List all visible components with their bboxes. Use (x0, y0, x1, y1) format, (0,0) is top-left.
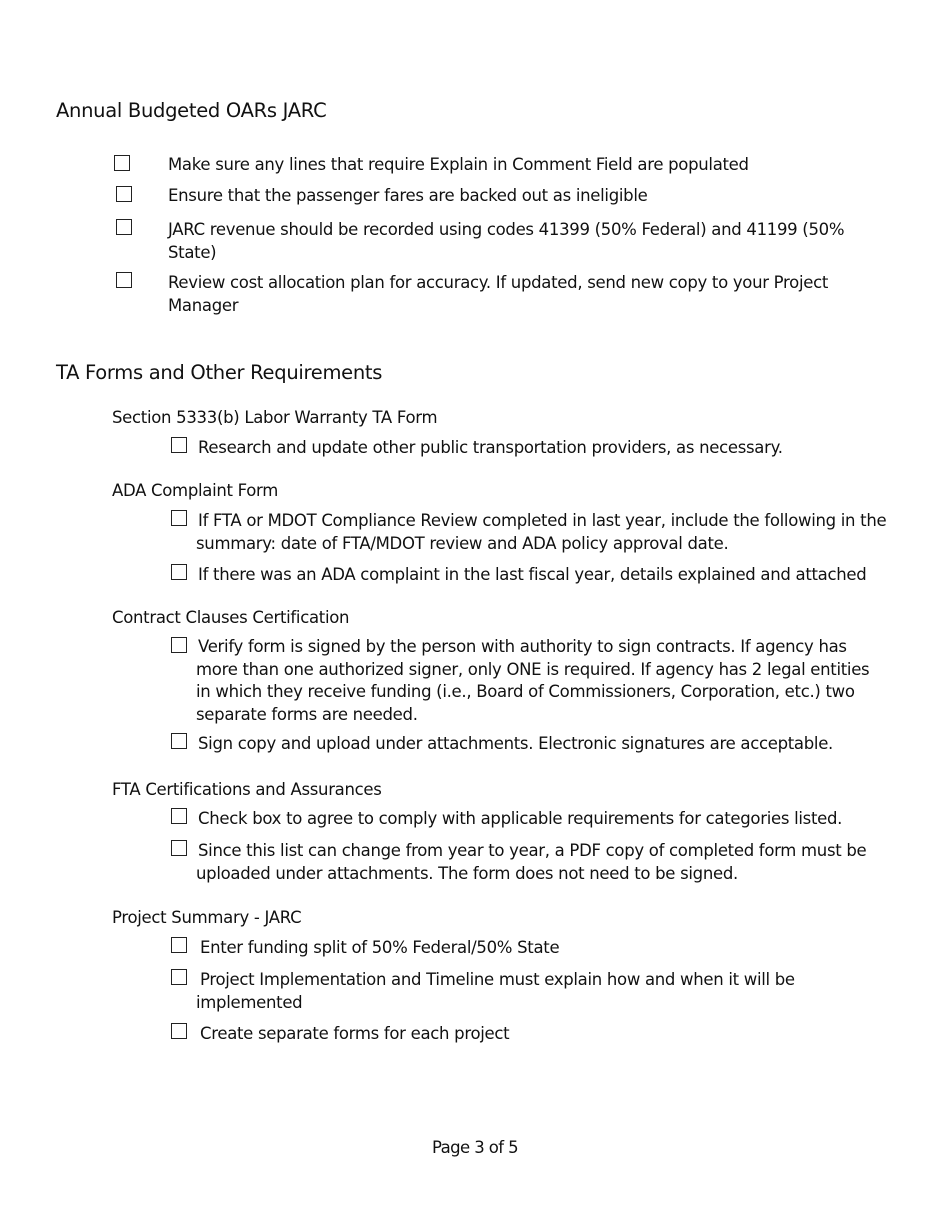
checkbox[interactable] (114, 155, 130, 171)
checklist-item-text: Verify form is signed by the person with authority to sign contracts. If agency has more than one authorized signer, only ONE is required. If agency has 2 legal entities in which they receive funding (i.e., Board of Commissioners, Corporation, etc.) two separate forms are needed. (196, 637, 870, 724)
checklist-item-text: Sign copy and upload under attachments. Electronic signatures are acceptable. (198, 734, 833, 753)
page-number: Page 3 of 5 (432, 1138, 518, 1157)
checkbox[interactable] (116, 272, 132, 288)
checkbox[interactable] (171, 637, 187, 653)
checkbox[interactable] (171, 437, 187, 453)
checklist-item-text: If FTA or MDOT Compliance Review completed in last year, include the following in the summary: date of FTA/MDOT review and ADA policy approval date. (196, 511, 887, 553)
checkbox[interactable] (171, 510, 187, 526)
checkbox[interactable] (171, 808, 187, 824)
checkbox[interactable] (116, 219, 132, 235)
checkbox[interactable] (171, 937, 187, 953)
group-heading-project-summary: Project Summary - JARC (112, 908, 302, 927)
checkbox[interactable] (171, 840, 187, 856)
group-heading-contract-clauses: Contract Clauses Certification (112, 608, 350, 627)
checklist-item-text: JARC revenue should be recorded using codes 41399 (50% Federal) and 41199 (50% State) (168, 220, 845, 262)
checklist-item-text: Enter funding split of 50% Federal/50% State (200, 938, 560, 957)
checklist-item-text: Make sure any lines that require Explain in Comment Field are populated (168, 155, 749, 174)
section-title-annual-oars: Annual Budgeted OARs JARC (56, 99, 327, 122)
checklist-item-text: Review cost allocation plan for accuracy. If updated, send new copy to your Project Manager (168, 273, 829, 315)
group-heading-labor-warranty: Section 5333(b) Labor Warranty TA Form (112, 408, 438, 427)
checklist-item-text: Create separate forms for each project (200, 1024, 510, 1043)
checklist-item-text: If there was an ADA complaint in the last fiscal year, details explained and attached (198, 565, 867, 584)
checklist-item-text: Project Implementation and Timeline must explain how and when it will be implemented (196, 970, 795, 1012)
group-heading-ada-complaint: ADA Complaint Form (112, 481, 279, 500)
checkbox[interactable] (171, 1023, 187, 1039)
section-title-ta-forms: TA Forms and Other Requirements (56, 361, 383, 384)
checkbox[interactable] (116, 186, 132, 202)
checkbox[interactable] (171, 733, 187, 749)
checkbox[interactable] (171, 969, 187, 985)
checklist-item-text: Since this list can change from year to year, a PDF copy of completed form must be uploaded under attachments. The form does not need to be signed. (196, 841, 867, 883)
checkbox[interactable] (171, 564, 187, 580)
group-heading-fta-certifications: FTA Certifications and Assurances (112, 780, 382, 799)
checklist-item-text: Check box to agree to comply with applicable requirements for categories listed. (198, 809, 843, 828)
checklist-item-text: Ensure that the passenger fares are backed out as ineligible (168, 186, 648, 205)
checklist-item-text: Research and update other public transportation providers, as necessary. (198, 438, 783, 457)
